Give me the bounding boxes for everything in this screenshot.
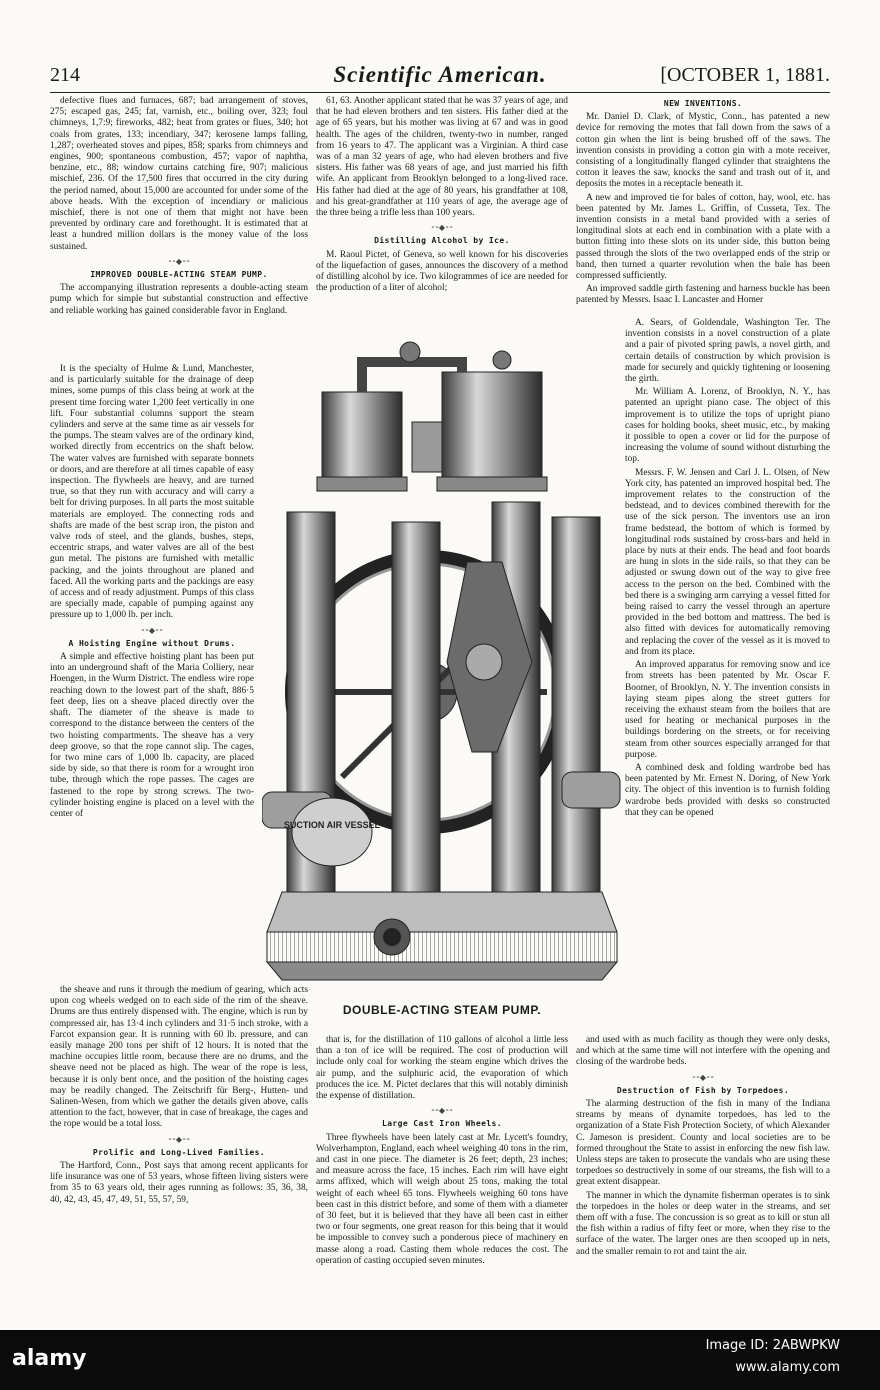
steam-pump-paragraph: The accompanying illustration represents a double-acting steam pump which for simple but substantial construction and effective and reliable working has gained considerable favor in England. <box>50 283 308 316</box>
families-paragraph-cont: 61, 63. Another applicant stated that he was 37 years of age, and that he had eleven brothers and ten sisters. His father died at the age of 65 years, but his mother was living at 67 and was in good health. The ages of the children, twenty-two in number, ranged from 16 years to 47. The applicant was a Virginian. A third case was of a man 32 years of age, who had eleven brothers and five sisters. His father was 68 years of age, and just married his fifth wife. An applicant from Brooklyn belonged to a long-lived race. His father had died at the age of 80 years, his grandfather at 108, and his great-grandfather at 110 years of age, the average age of the three being a trifle less than 100 years. <box>316 96 568 219</box>
image-id: Image ID: 2ABWPKW <box>705 1338 840 1353</box>
column-2-bottom <box>316 1035 568 1325</box>
article-heading-fish-torpedoes: Destruction of Fish by Torpedoes. <box>616 1085 790 1095</box>
masthead <box>50 62 830 93</box>
column-3-top <box>576 96 830 321</box>
fish-torpedoes-paragraph-1: The alarming destruction of the fish in many of the Indiana streams by means of dynamite torpedoes, has led to the organization of a State Fish Protection Society, of which Alexander C. Jameson is president. County and local societies are to be formed throughout the State to assist in enforcing the new fish law. Unless steps are taken to prosecute the vandals who are using these torpedoes so destructively in some of our streams, the fish will to a great extent disappear. <box>576 1099 830 1188</box>
invention-snow-removal: An improved apparatus for removing snow and ice from streets has been patented by Mr. Oscar F. Boomer, of Brooklyn, N. Y. The invention consists in laying steam pipes along the street gutters for receiving the exhaust steam from the boilers that are used for heating or mechanical purposes in the buildings bordering on the streets, or for receiving steam from other sources especially arranged for that purpose. <box>625 660 830 760</box>
watermark-url: www.alamy.com <box>735 1360 840 1375</box>
section-separator: ⁃⁃◆⁃⁃ <box>167 1134 191 1144</box>
watermark-banner <box>0 1330 880 1390</box>
column-1-top <box>50 96 308 361</box>
article-heading-steam-pump: IMPROVED DOUBLE-ACTING STEAM PUMP. <box>90 270 268 280</box>
column-1-narrow <box>50 364 254 984</box>
section-separator: ⁃⁃◆⁃⁃ <box>140 625 164 635</box>
figure-caption: DOUBLE-ACTING STEAM PUMP. <box>342 1003 542 1017</box>
families-paragraph: The Hartford, Conn., Post says that among recent applicants for life insurance was one of 53 years, whose fifteen living sisters were from 35 to 63 years old, their ages running as follows: 35, 36, 38, 40, 42, 43, 45, 47, 49, 51, 55, 57, 59, <box>50 1161 308 1205</box>
invention-piano-case: Mr. William A. Lorenz, of Brooklyn, N. Y., has patented an upright piano case. The object of this improvement is to utilize the tops of upright piano cases for holding books, sheet music, etc., by making it possible to open a cover or lid for the purpose of increasing the volume of sound without disturbing the top. <box>625 387 830 465</box>
cast-iron-wheels-paragraph: Three flywheels have been lately cast at Mr. Lycett's foundry, Wolverhampton, England, each wheel weighing 40 tons in the rim, and cast in one piece. The diameter is 26 feet; depth, 23 inches; and measure across the face, 15 inches. Each rim will have eight arms affixed, which will weigh about 25 tons, making the total weight of each wheel 65 tons. Flywheels weighing 60 tons have been cast in this district before, and some of them with a diameter of 30 feet, but it is believed that they have all been cast in either two or four segments, one great reason for this being that it would be impossible to convey such a ponderous piece of machinery en masse along a road. Casting them whole reduces the cost. The operation of casting occupied seven minutes. <box>316 1132 568 1266</box>
hoisting-engine-paragraph: A simple and effective hoisting plant has been put into an underground shaft of the Maria Colliery, near Hoengen, in the Wurm District. The endless wire rope reaching down to the lowest part of the shaft, 886·5 feet deep, lies on a sheave placed directly over the shaft. The diameter of the sheave is made to correspond to the distance between the centers of the two hoisting compartments. The sheave has a very deep groove, so that the rope cannot slip. The cages, for two mine cars of 1,000 lb. capacity, are placed side by side, so that there is room for a wrought iron tube, through which the rope passes. The cages are fastened to the rope by strong screws. The two-cylinder hoisting engine is placed on a level with the center of <box>50 652 254 819</box>
column-1-bottom <box>50 985 308 1325</box>
column-2-top <box>316 96 568 316</box>
steam-pump-engraving <box>262 332 622 1000</box>
section-separator: ⁃⁃◆⁃⁃ <box>691 1072 715 1082</box>
distilling-alcohol-paragraph: M. Raoul Pictet, of Geneva, so well known for his discoveries of the liquefaction of gases, announces the discovery of a method of distilling alcohol by ice. Two kilogrammes of ice are needed for the production of a liter of alcohol; <box>316 249 568 294</box>
article-heading-cast-iron-wheels: Large Cast Iron Wheels. <box>382 1119 502 1129</box>
invention-hospital-bed: Messrs. F. W. Jensen and Carl J. L. Olsen, of New York city, has patented an improved hospital bed. The improvement relates to the construction of the bedstead, and to devices combined therewith for the use of the sick person. The inventors use an iron frame bedstead, the bottom of which is formed by longitudinal rods sustained by cross-bars and held in place by nuts at their ends. The head and foot boards are hung in slots in the side rails, so that they can be adjusted or swung down out of the way to give free access to the person on the bed. Combined with the bed there is a swinging arm carrying a vessel fitted for being raised to carry the vessel through an aperture provided in the bed bottom and mattress. The bed is also fitted with devices for automatically removing and replacing the cover of the vessel as it is moved to and from its place. <box>625 467 830 657</box>
invention-saddle-girth-cont: A. Sears, of Goldendale, Washington Ter. The invention consists in a novel construction of a plate and a pair of pivoted spring pawls, a novel girth, and certain details of construction by which provision is made for securely and quickly tightening or loosening the girth. <box>625 318 830 385</box>
page-number: 214 <box>50 64 80 86</box>
publication-title: Scientific American. <box>333 62 547 87</box>
distilling-alcohol-paragraph-cont: that is, for the distillation of 110 gallons of alcohol a little less than a ton of ice will be required. The cost of production will include only coal for working the steam engine which drives the air pump, and the sulphuric acid, the evaporation of which produces the ice. M. Pictet declares that this will notably diminish the expense of distillation. <box>316 1035 568 1102</box>
issue-date: [OCTOBER 1, 1881. <box>660 64 830 86</box>
article-heading-new-inventions: NEW INVENTIONS. <box>663 99 743 108</box>
fish-torpedoes-paragraph-2: The manner in which the dynamite fisherman operates is to sink the torpedoes in the holes or deep water in the streams, and set them off with a fuse. The concussion is so great as to kill or stun all the fish within a radius of fifty feet or more, when they rise to the surface of the water. The larger ones are then scooped up in nets, and the smaller remain to rot and taint the air. <box>576 1190 830 1257</box>
column-3-narrow <box>625 318 830 1033</box>
section-separator: ⁃⁃◆⁃⁃ <box>430 1106 454 1116</box>
section-separator: ⁃⁃◆⁃⁃ <box>167 256 191 266</box>
article-heading-distilling-alcohol: Distilling Alcohol by Ice. <box>374 236 510 246</box>
invention-bale-tie: A new and improved tie for bales of cotton, hay, wool, etc. has been patented by Mr. James L. Griffin, of Cusseta, Tex. The invention consists in a metal band provided with a series of longitudinal slots at each end in combination with a plate with a button fitting into these slots on its under side, this button being passed through the slots of the two overlapped ends of the strip or band, then turned a quarter revolution when the bale has been compressed sufficiently. <box>576 192 830 282</box>
steam-pump-paragraph-cont: It is the specialty of Hulme & Lund, Manchester, and is particularly suitable for the drainage of deep mines, some pumps of this class being at work at the present time forcing water 1,200 feet vertically in one lift. Four substantial columns support the steam cylinders and serve at the same time as air vessels for the pumps. The steam valves are of the ordinary kind, worked directly from eccentrics on the shaft below. The water valves are furnished with separate bonnets or doors, and are therefore at all times capable of easy inspection. The flywheels are heavy, and are turned true, so that they run with accuracy and will carry a belt for driving purposes. In all parts the most suitable materials are employed. The connecting rods and shafts are made of the best scrap iron, the piston and valve rods of steel, and the glands, bushes, steps, eccentric straps, and water valves are all of the best gun metal. The pistons are furnished with metallic packing, and the joints throughout are planed and faced. All the working parts and the packings are easy of access and of ready adjustment. Pumps of this class are specially made, capable of pumping against any pressure up to 1,000 lb. per inch. <box>50 364 254 621</box>
hoisting-engine-paragraph-cont: the sheave and runs it through the medium of gearing, which acts upon cog wheels wedged on to each side of the rim of the sheave. Drums are thus entirely dispensed with. The engine, which is run by compressed air, has 13·4 inch cylinders and 31·5 inch stroke, with a Farcot expansion gear. It is running with 60 lb. pressure, and can easily manage 200 tons per shift of 12 hours. It is noted that the machine occupies little room, because there are no drums, and the sheave need not be placed as high. The wear of the rope is less, because it is only bent once, and the position of the hoisting cages may be readily changed. The Zeitschrift für Berg-, Hutten- und Salinen-Wesen, from which we gather the details given above, calls attention to the fact, however, that in case of breakage, the cages and the rope would be a total loss. <box>50 985 308 1130</box>
alamy-logo: alamy <box>12 1346 87 1371</box>
section-separator: ⁃⁃◆⁃⁃ <box>430 223 454 233</box>
vessel-label: SUCTION AIR VESSEL <box>283 820 381 830</box>
fire-statistics-paragraph: defective flues and furnaces, 687; bad arrangement of stoves, 275; escaped gas, 245; fat, varnish, etc., boiling over, 323; foul chimneys, 1,7:9; fireworks, 482; heat from grates or flues, 340; hot coals from grates, 133; incendiary, 347; kerosene lamps falling, 1,287; overheated stoves and pipes, 858; sparks from chimneys and engines, 900; spontaneous combustion, 457; vapor of naphtha, benzine, etc., 88; window curtains catching fire, 907; malicious mischief, 236. Of the 17,500 fires that occurred in the city during the period named, about 15,000 are accounted for under some of the above heads. With the exception of incendiary or malicious mischief, there is not one of them that might not have been prevented by ordinary care and forethought. It is estimated that at least a hundred million dollars is the money value of the loss sustained. <box>50 96 308 252</box>
invention-wardrobe-bed: A combined desk and folding wardrobe bed has been patented by Mr. Ernest N. Doring, of New York city. The object of this invention is to furnish folding wardrobe beds provided with desks so constructed that they can be opened <box>625 762 830 818</box>
invention-saddle-girth: An improved saddle girth fastening and harness buckle has been patented by Messrs. Isaac I. Lancaster and Homer <box>576 284 830 306</box>
invention-wardrobe-bed-cont: and used with as much facility as though they were only desks, and which at the same time will not interfere with the opening and closing of the wardrobe beds. <box>576 1035 830 1068</box>
article-heading-families: Prolific and Long-Lived Families. <box>92 1147 266 1157</box>
column-3-bottom <box>576 1035 830 1325</box>
article-heading-hoisting-engine: A Hoisting Engine without Drums. <box>68 638 236 648</box>
invention-cotton-gin: Mr. Daniel D. Clark, of Mystic, Conn., has patented a new device for removing the motes that fall down from the saws of a cotton gin when the lint is being brushed off of the saws. The invention consists in providing a cotton gin with a mote receiver, consisting of a longitudinally flanged cylinder that straightens the cotton it leaves the saw, knocks the sand and trash out of it, and deposits the motes in a receptacle beneath it. <box>576 112 830 190</box>
